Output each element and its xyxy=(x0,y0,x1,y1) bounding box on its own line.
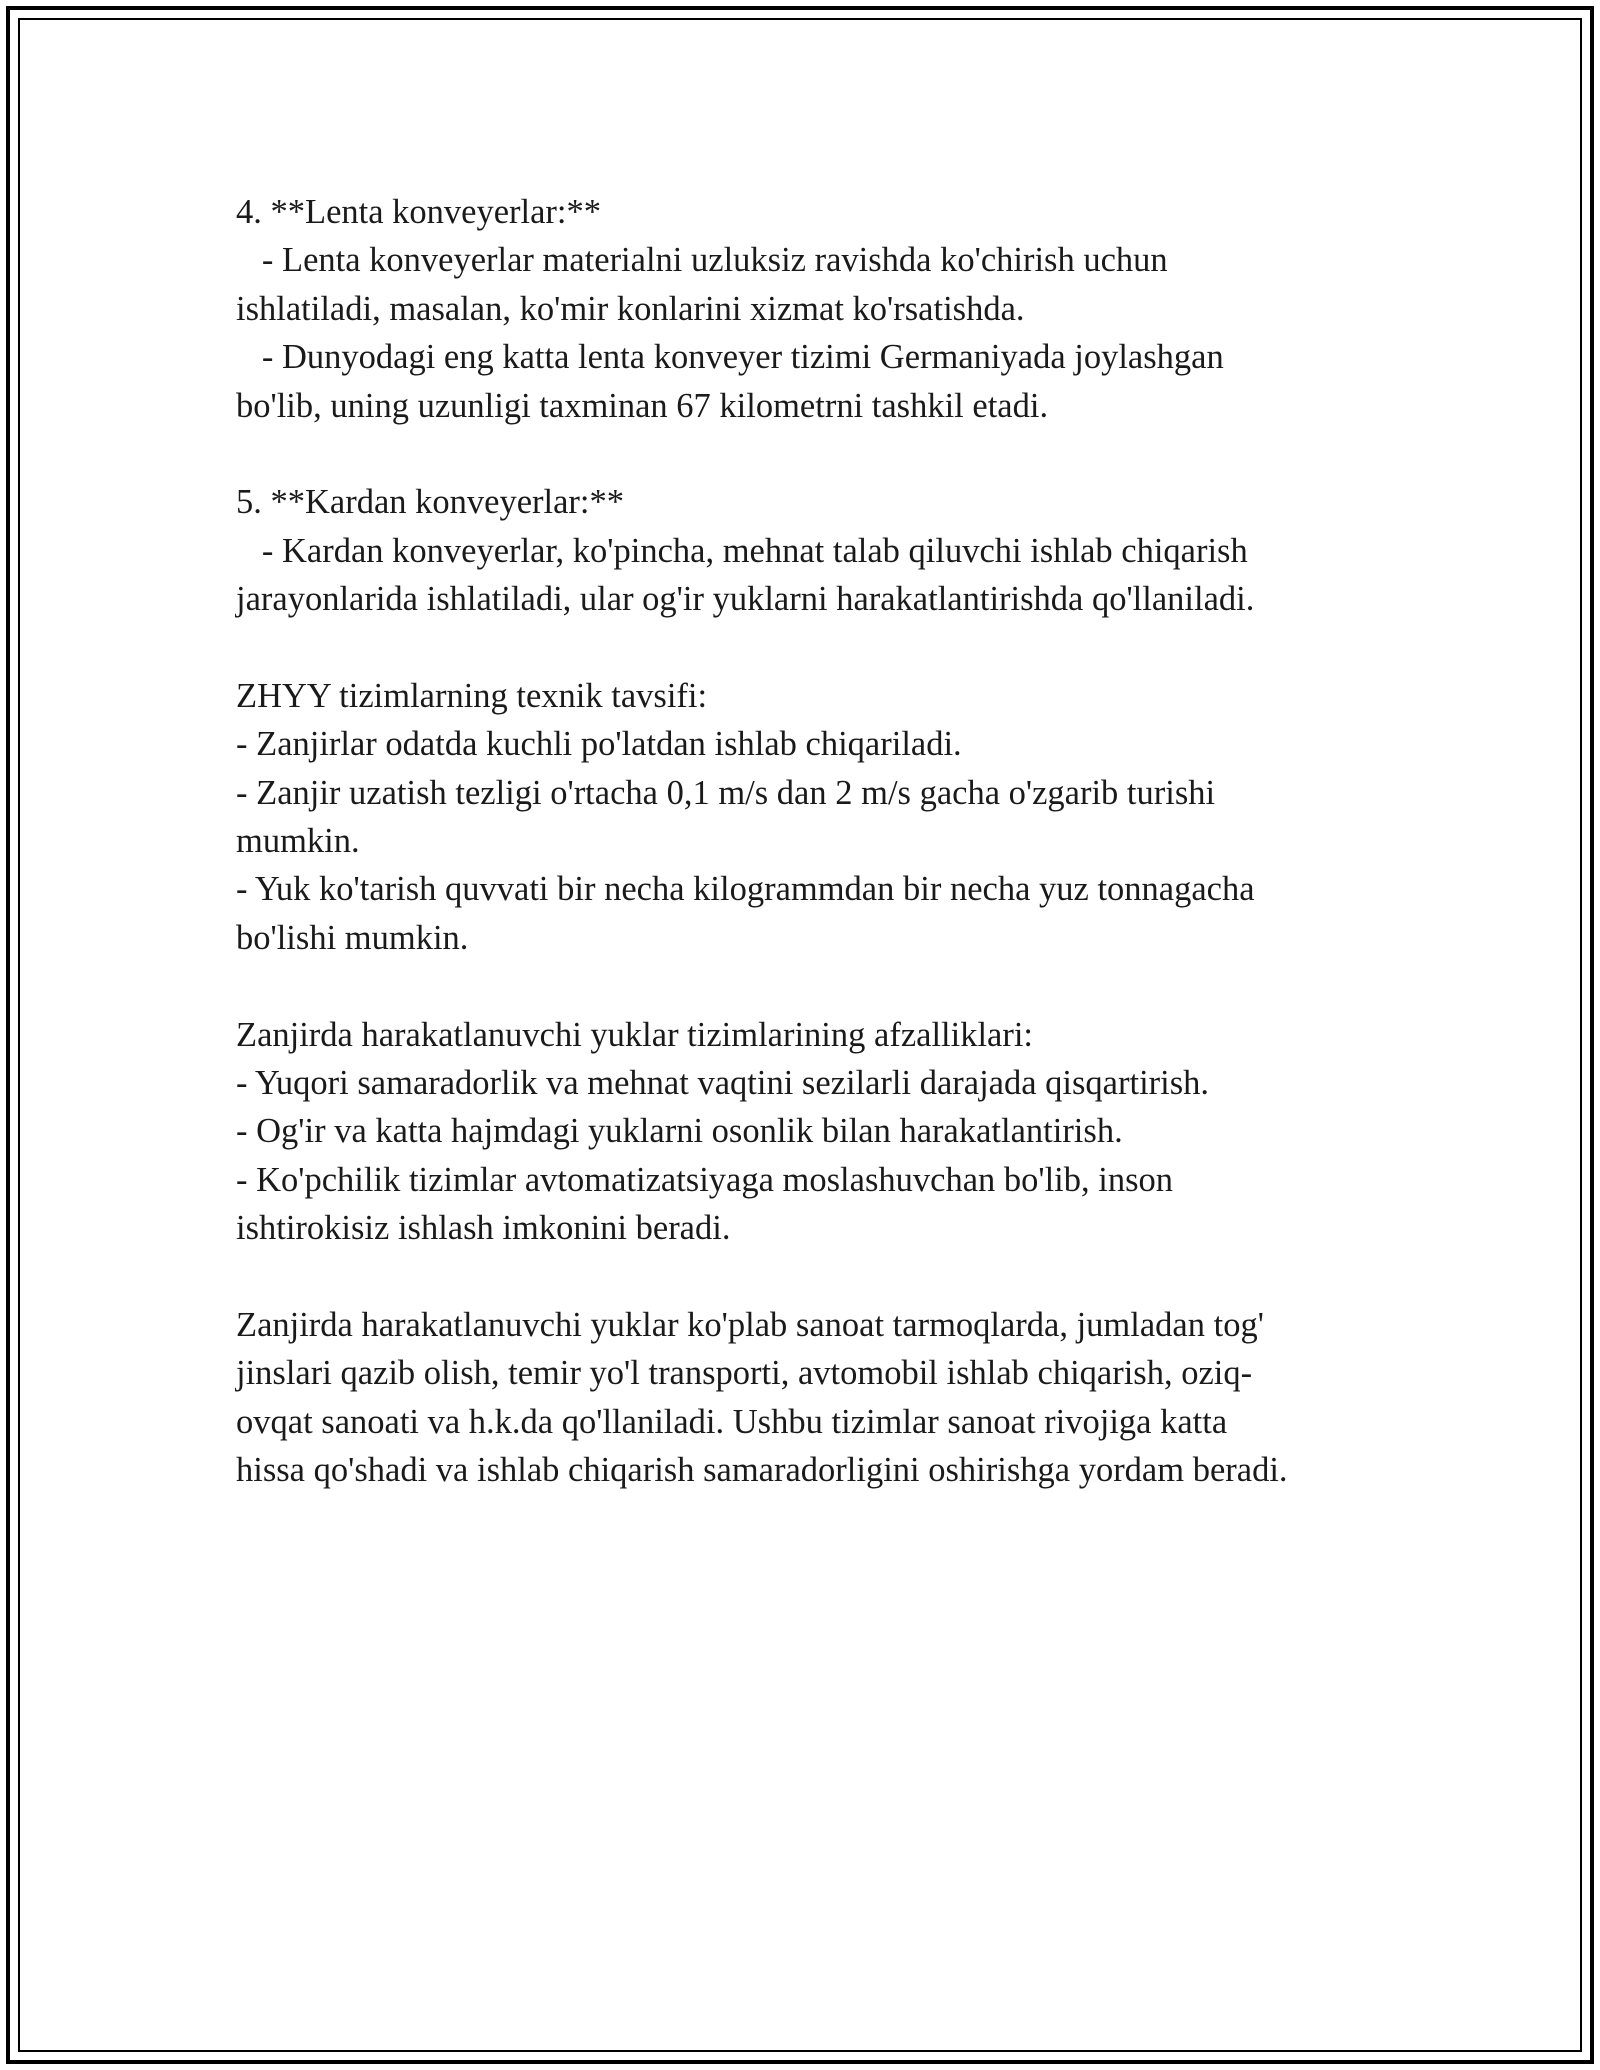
text-line: - Yuk ko'tarish quvvati bir necha kilogrammdan bir necha yuz tonnagacha xyxy=(236,870,1255,909)
paragraph-spacer xyxy=(236,430,1386,478)
text-line: - Zanjirlar odatda kuchli po'latdan ishlab chiqariladi. xyxy=(236,725,962,764)
text-line: - Ko'pchilik tizimlar avtomatizatsiyaga moslashuvchan bo'lib, inson xyxy=(236,1160,1174,1199)
document-body xyxy=(236,188,1386,1495)
section-heading: ZHYY tizimlarning texnik tavsifi: xyxy=(236,676,708,715)
text-line: hissa qo'shadi va ishlab chiqarish samaradorligini oshirishga yordam beradi. xyxy=(236,1451,1288,1490)
text-line: ishtirokisiz ishlash imkonini beradi. xyxy=(236,1209,731,1248)
section-heading: 5. **Kardan konveyerlar:** xyxy=(236,483,624,522)
text-line: - Zanjir uzatish tezligi o'rtacha 0,1 m/s dan 2 m/s gacha o'zgarib turishi xyxy=(236,773,1216,812)
section-heading: Zanjirda harakatlanuvchi yuklar tizimlarining afzalliklari: xyxy=(236,1015,1034,1054)
text-line: bo'lib, uning uzunligi taxminan 67 kilometrni tashkil etadi. xyxy=(236,386,1049,425)
section-lenta-konveyerlar xyxy=(236,188,1386,430)
text-line: - Og'ir va katta hajmdagi yuklarni osonlik bilan harakatlantirish. xyxy=(236,1112,1123,1151)
text-line: Zanjirda harakatlanuvchi yuklar ko'plab sanoat tarmoqlarda, jumladan tog' xyxy=(236,1305,1264,1344)
section-heading: 4. **Lenta konveyerlar:** xyxy=(236,193,601,231)
paragraph-spacer xyxy=(236,962,1386,1010)
text-line: mumkin. xyxy=(236,822,360,861)
text-line: - Lenta konveyerlar materialni uzluksiz ravishda ko'chirish uchun xyxy=(236,241,1168,280)
text-line: - Kardan konveyerlar, ko'pincha, mehnat talab qiluvchi ishlab chiqarish xyxy=(236,531,1248,570)
text-line: jinslari qazib olish, temir yo'l transporti, avtomobil ishlab chiqarish, oziq- xyxy=(236,1354,1253,1393)
paragraph-spacer xyxy=(236,1253,1386,1301)
text-line: jarayonlarida ishlatiladi, ular og'ir yuklarni harakatlantirishda qo'llaniladi. xyxy=(236,580,1255,619)
section-kardan-konveyerlar xyxy=(236,478,1386,623)
text-line: - Dunyodagi eng katta lenta konveyer tizimi Germaniyada joylashgan xyxy=(236,338,1224,377)
paragraph-spacer xyxy=(236,624,1386,672)
section-advantages xyxy=(236,1011,1386,1253)
text-line: bo'lishi mumkin. xyxy=(236,918,469,957)
text-line: - Yuqori samaradorlik va mehnat vaqtini sezilarli darajada qisqartirish. xyxy=(236,1064,1210,1103)
section-technical-specs xyxy=(236,672,1386,962)
text-line: ishlatiladi, masalan, ko'mir konlarini xizmat ko'rsatishda. xyxy=(236,289,1025,328)
text-line: ovqat sanoati va h.k.da qo'llaniladi. Ushbu tizimlar sanoat rivojiga katta xyxy=(236,1402,1228,1441)
section-conclusion xyxy=(236,1301,1386,1495)
